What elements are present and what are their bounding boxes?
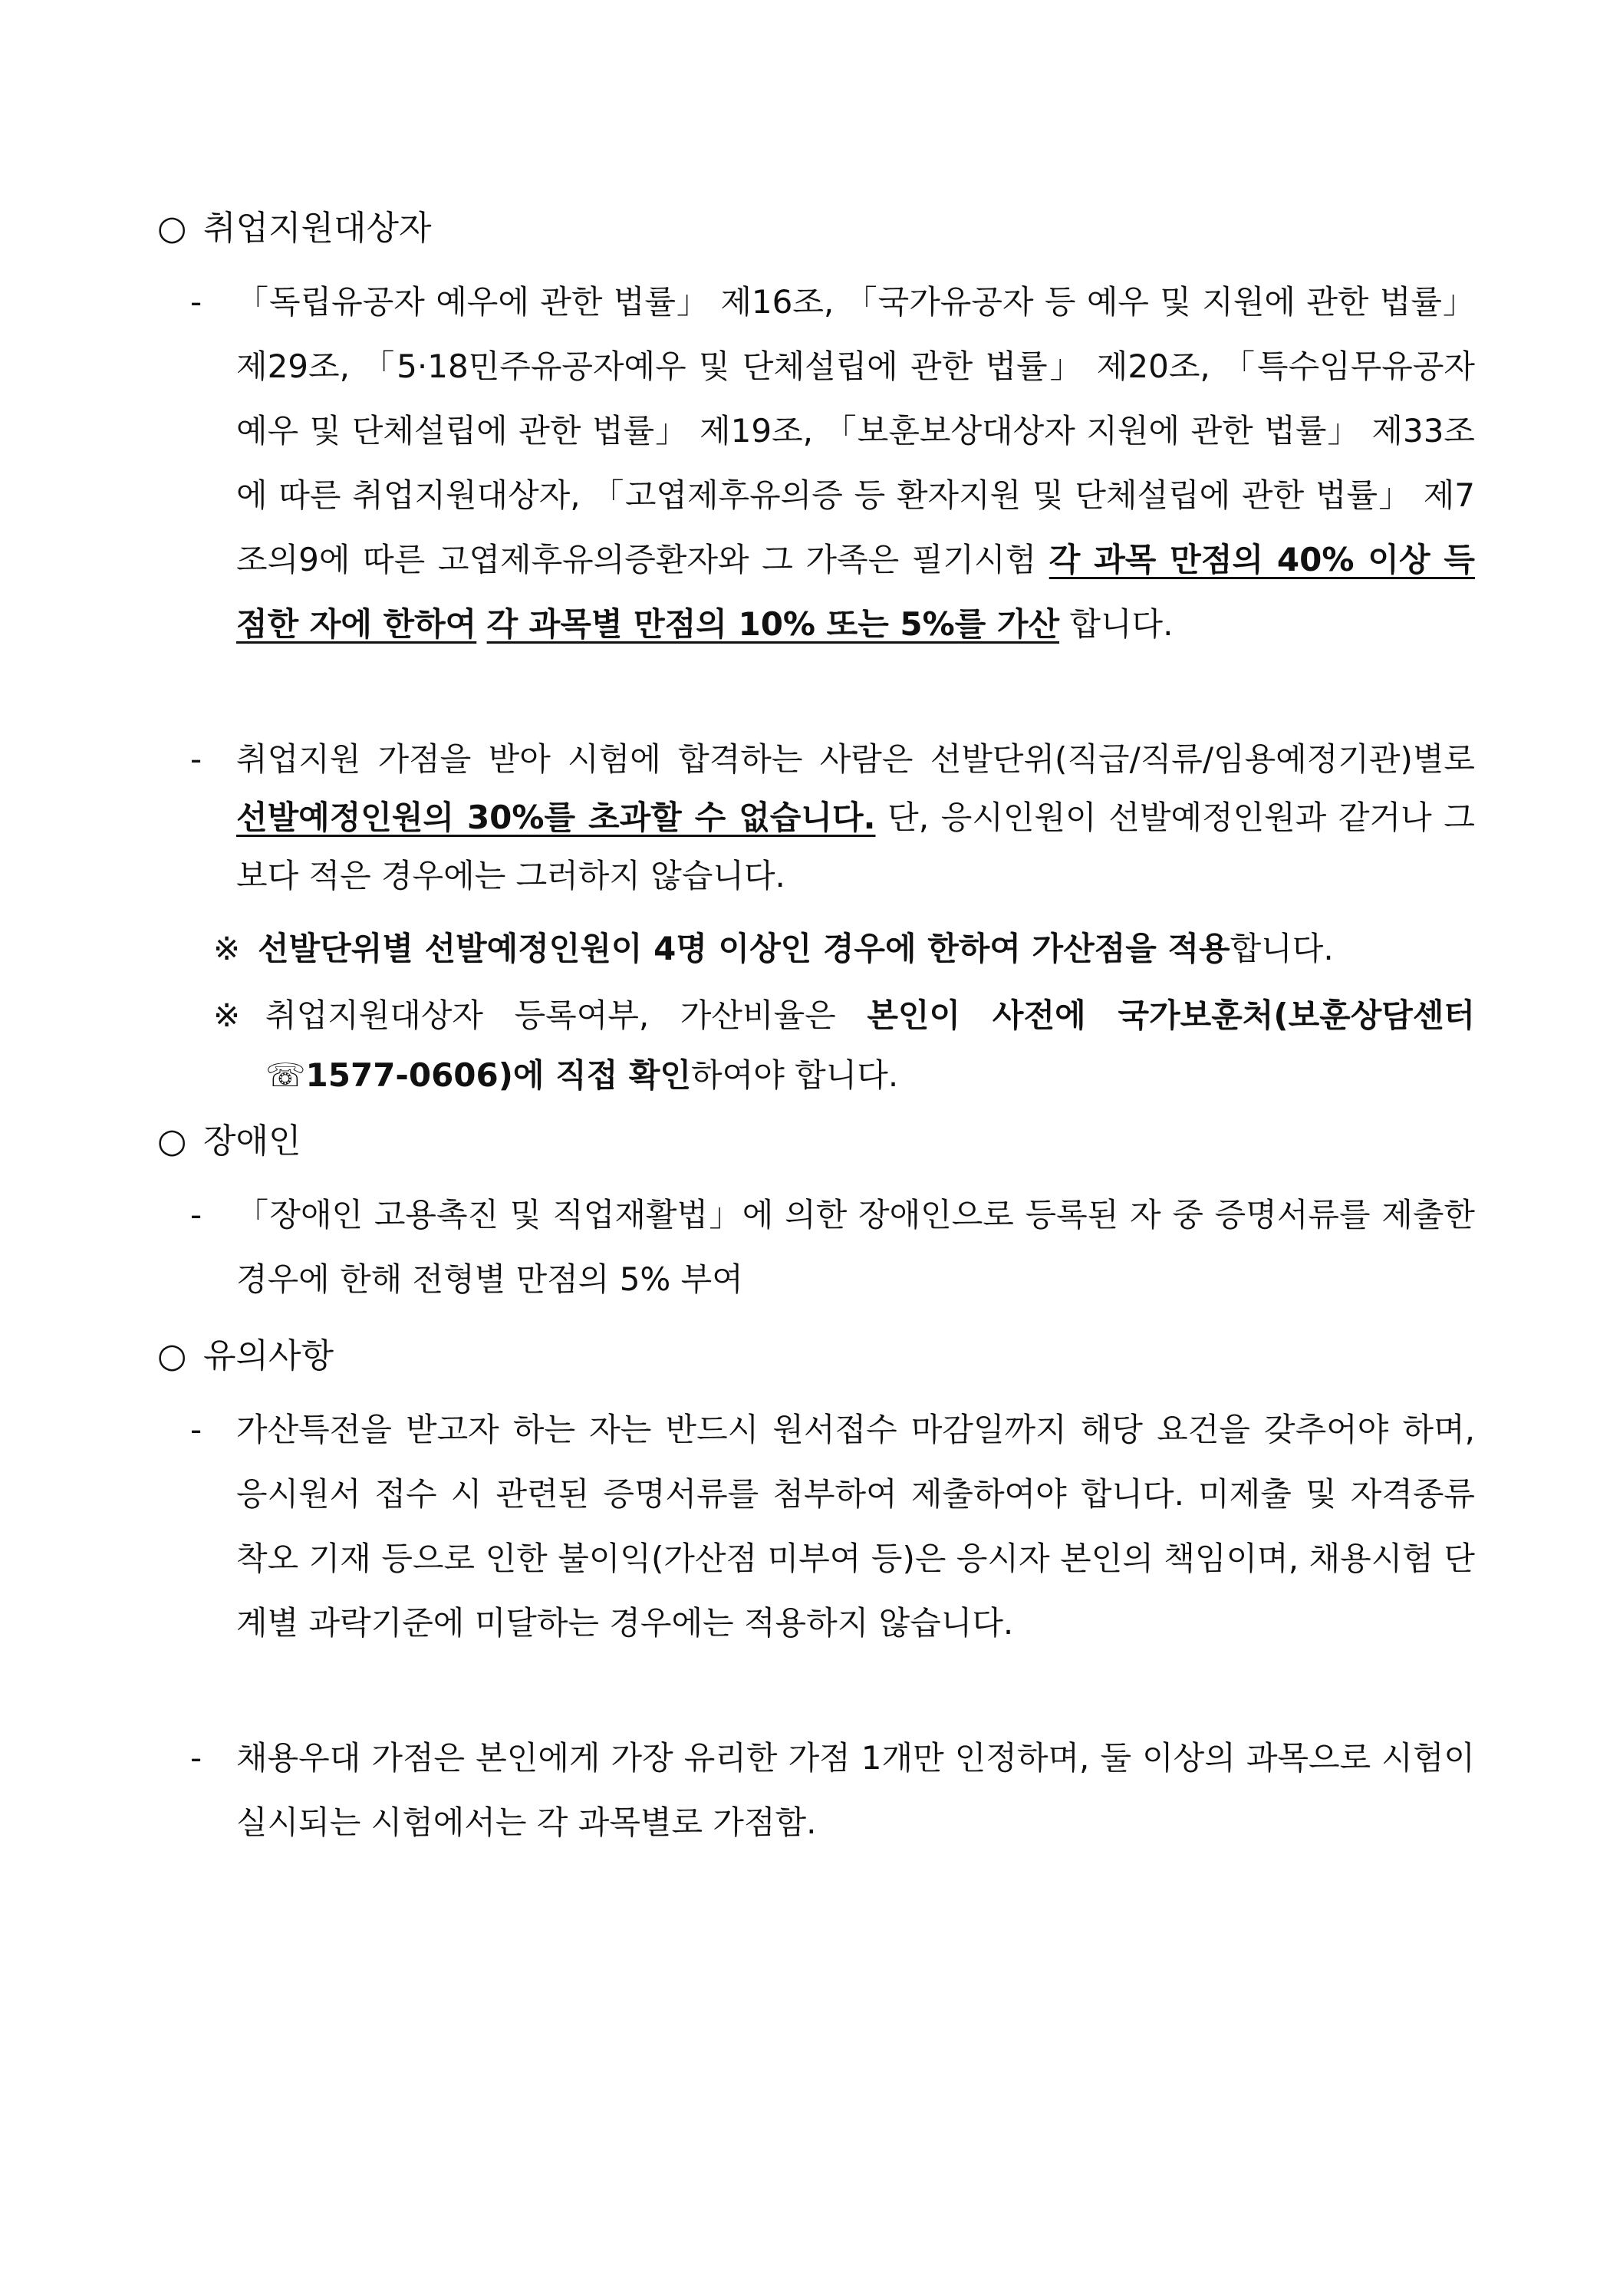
note-text (258, 919, 1475, 979)
list-item-disabled (190, 1183, 1475, 1312)
paragraph: 채용우대 가점은 본인에게 가장 유리한 가점 1개만 인정하며, 둘 이상의 과목으로 시험이 실시되는 시험에서는 각 과목별로 가점함. (236, 1739, 1475, 1841)
section-title: 장애인 (203, 1122, 301, 1161)
emphasis-bold: 선발단위별 선발예정인원이 4명 이상인 경우에 한하여 가산점을 적용 (258, 930, 1230, 967)
text-run: 단, 응시인원이 선발예정인원과 같거나 그보다 적은 경우에는 그러하지 않습니다. (236, 799, 1475, 894)
emphasis-underlined: 각 과목 만점의 40% 이상 득점한 자에 한하여 (236, 541, 1476, 643)
section-title: 취업지원대상자 (203, 209, 432, 248)
note-apply-condition (213, 919, 1475, 979)
circle-bullet-icon: ○ (157, 1122, 187, 1161)
list-item-preference (190, 1726, 1475, 1855)
circle-bullet-icon: ○ (157, 1336, 187, 1375)
paragraph (236, 730, 1475, 905)
text-run: 취업지원대상자 등록여부, 가산비율은 (265, 996, 867, 1034)
text-run (476, 605, 486, 643)
paragraph: 「장애인 고용촉진 및 직업재활법」에 의한 장애인으로 등록된 자 중 증명서류를 제출한 경우에 한해 전형별 만점의 5% 부여 (236, 1196, 1475, 1298)
note-text (265, 986, 1475, 1105)
reference-mark: ※ (213, 996, 241, 1034)
section-heading-notes (157, 1333, 334, 1379)
section-heading-employment-support (157, 206, 432, 252)
paragraph (236, 270, 1475, 657)
text-run: 하여야 합니다. (691, 1056, 899, 1094)
text-run: 합니다. (1230, 930, 1334, 967)
dash-bullet: - (190, 1411, 202, 1448)
paragraph: 가산특전을 받고자 하는 자는 반드시 원서접수 마감일까지 해당 요건을 갖추어야 하며, 응시원서 접수 시 관련된 증명서류를 첨부하여 제출하여야 합니다. 미제출 및 자격종류 착오 기재 등으로 인한 불이익(가산점 미부여 등)은 응시자 본인의 책임이며, 채용시험 단계별 과락기준에 미달하는 경우에는 적용하지 않습니다. (236, 1411, 1475, 1642)
text-run: 「독립유공자 예우에 관한 법률」 제16조, 「국가유공자 등 예우 및 지원에 관한 법률」 제29조, 「5·18민주유공자예우 및 단체설립에 관한 법률」 제20조, 「특수임무유공자 예우 및 단체설립에 관한 법률」 제19조, 「보훈보상대상자 지원에 관한 법률」 제33조에 따른 취업지원대상자, 「고엽제후유의증 등 환자지원 및 단체설립에 관한 법률」 제7조의9에 따른 고엽제후유의증환자와 그 가족은 필기시험 (236, 283, 1475, 578)
dash-bullet: - (190, 1196, 202, 1234)
circle-bullet-icon: ○ (157, 209, 187, 248)
emphasis-underlined: 선발예정인원의 30%를 초과할 수 없습니다. (236, 799, 876, 836)
list-item-limit (190, 730, 1475, 905)
section-title: 유의사항 (203, 1336, 334, 1375)
dash-bullet: - (190, 740, 202, 778)
list-item-requirements (190, 1398, 1475, 1655)
text-run: 합니다. (1059, 605, 1174, 643)
dash-bullet: - (190, 1739, 202, 1777)
note-verify (213, 986, 1475, 1105)
reference-mark: ※ (213, 930, 241, 967)
list-item-eligibility (190, 270, 1475, 657)
emphasis-bold: 본인이 사전에 국가보훈처(보훈상담센터 ☏1577-0606)에 직접 확인 (265, 996, 1475, 1094)
dash-bullet: - (190, 283, 202, 321)
section-heading-disabled (157, 1118, 301, 1164)
emphasis-underlined: 각 과목별 만점의 10% 또는 5%를 가산 (486, 605, 1060, 643)
text-run: 취업지원 가점을 받아 시험에 합격하는 사람은 선발단위(직급/직류/임용예정기관)별로 (236, 740, 1475, 778)
